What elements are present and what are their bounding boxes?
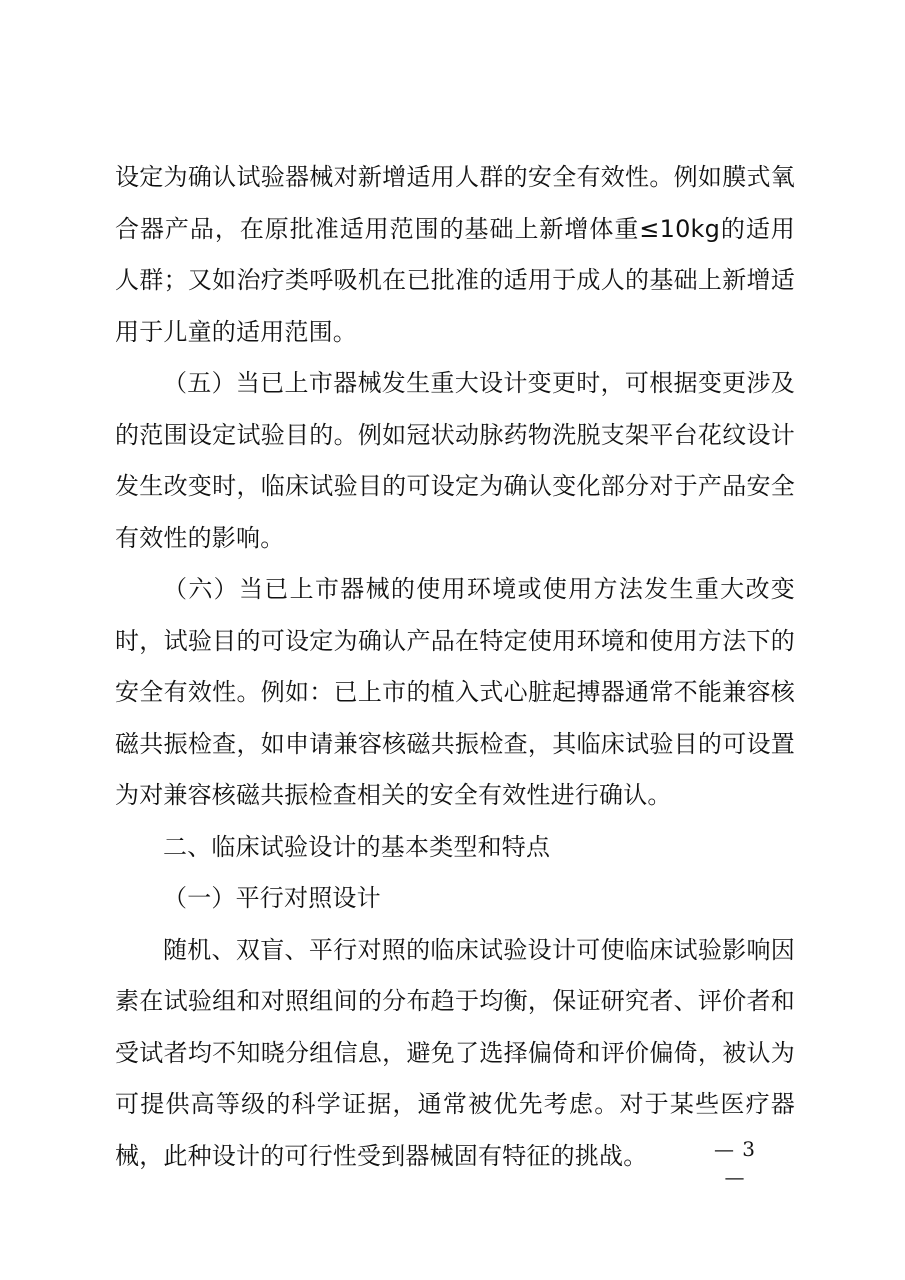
paragraph-3: （六）当已上市器械的使用环境或使用方法发生重大改变时，试验目的可设定为确认产品在特定使用环境和使用方法下的安全有效性。例如：已上市的植入式心脏起搏器通常不能兼容核磁共振检查，如申请兼容核磁共振检查，其临床试验目的可设置为对兼容核磁共振检查相关的安全有效性进行确认。 — [115, 575, 795, 809]
document-body — [115, 152, 795, 1182]
paragraph-1: 设定为确认试验器械对新增适用人群的安全有效性。例如膜式氧合器产品，在原批准适用范围的基础上新增体重≤10kg的适用人群；又如治疗类呼吸机在已批准的适用于成人的基础上新增适用于儿童的适用范围。 — [115, 163, 795, 346]
paragraph-6: 随机、双盲、平行对照的临床试验设计可使临床试验影响因素在试验组和对照组间的分布趋于均衡，保证研究者、评价者和受试者均不知晓分组信息，避免了选择偏倚和评价偏倚，被认为可提供高等级的科学证据，通常被优先考虑。对于某些医疗器械，此种设计的可行性受到器械固有特征的挑战。 — [115, 935, 795, 1170]
paragraph-2: （五）当已上市器械发生重大设计变更时，可根据变更涉及的范围设定试验目的。例如冠状动脉药物洗脱支架平台花纹设计发生改变时，临床试验目的可设定为确认变化部分对于产品安全有效性的影响。 — [115, 369, 795, 552]
subsection-heading: （一）平行对照设计 — [163, 884, 381, 912]
page-number: — 3 — — [713, 1137, 757, 1189]
section-heading: 二、临床试验设计的基本类型和特点 — [163, 832, 551, 861]
